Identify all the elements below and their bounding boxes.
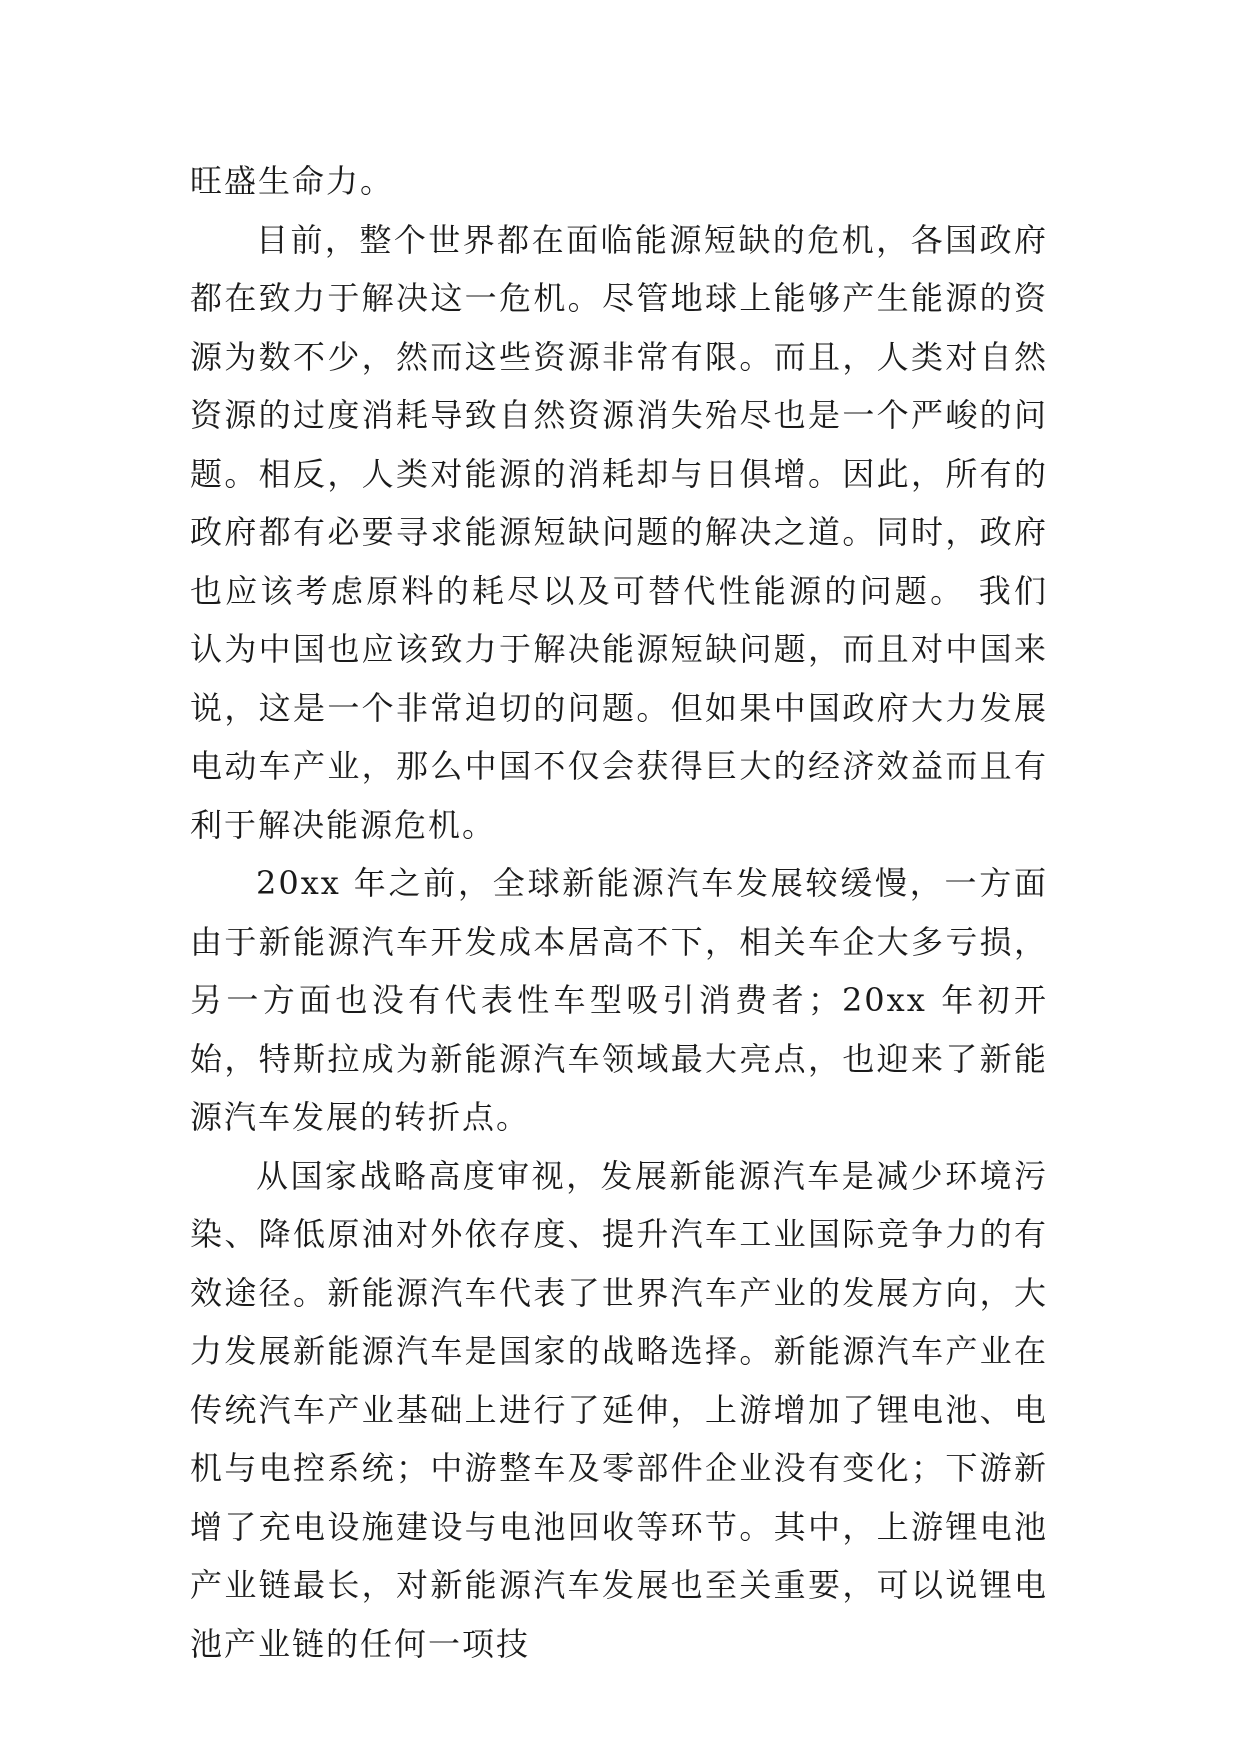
document-body [190, 152, 1048, 1673]
paragraph-continuation: 旺盛生命力。 [190, 162, 395, 200]
paragraph-energy-crisis: 目前，整个世界都在面临能源短缺的危机，各国政府都在致力于解决这一危机。尽管地球上能够产生能源的资源为数不少，然而这些资源非常有限。而且，人类对自然资源的过度消耗导致自然资源消失殆尽也是一个严峻的问题。相反，人类对能源的消耗却与日俱增。因此，所有的政府都有必要寻求能源短缺问题的解决之道。同时，政府也应该考虑原料的耗尽以及可替代性能源的问题。 我们认为中国也应该致力于解决能源短缺问题，而且对中国来说，这是一个非常迫切的问题。但如果中国政府大力发展电动车产业，那么中国不仅会获得巨大的经济效益而且有利于解决能源危机。 [190, 220, 1048, 844]
paragraph-market-history: 20xx 年之前，全球新能源汽车发展较缓慢，一方面由于新能源汽车开发成本居高不下，相关车企大多亏损，另一方面也没有代表性车型吸引消费者；20xx 年初开始，特斯拉成为新能源汽车领域最大亮点，也迎来了新能源汽车发展的转折点。 [190, 864, 1048, 1136]
paragraph-national-strategy: 从国家战略高度审视，发展新能源汽车是减少环境污染、降低原油对外依存度、提升汽车工业国际竞争力的有效途径。新能源汽车代表了世界汽车产业的发展方向，大力发展新能源汽车是国家的战略选择。新能源汽车产业在传统汽车产业基础上进行了延伸，上游增加了锂电池、电机与电控系统；中游整车及零部件企业没有变化；下游新增了充电设施建设与电池回收等环节。其中，上游锂电池产业链最长，对新能源汽车发展也至关重要，可以说锂电池产业链的任何一项技 [190, 1156, 1048, 1663]
